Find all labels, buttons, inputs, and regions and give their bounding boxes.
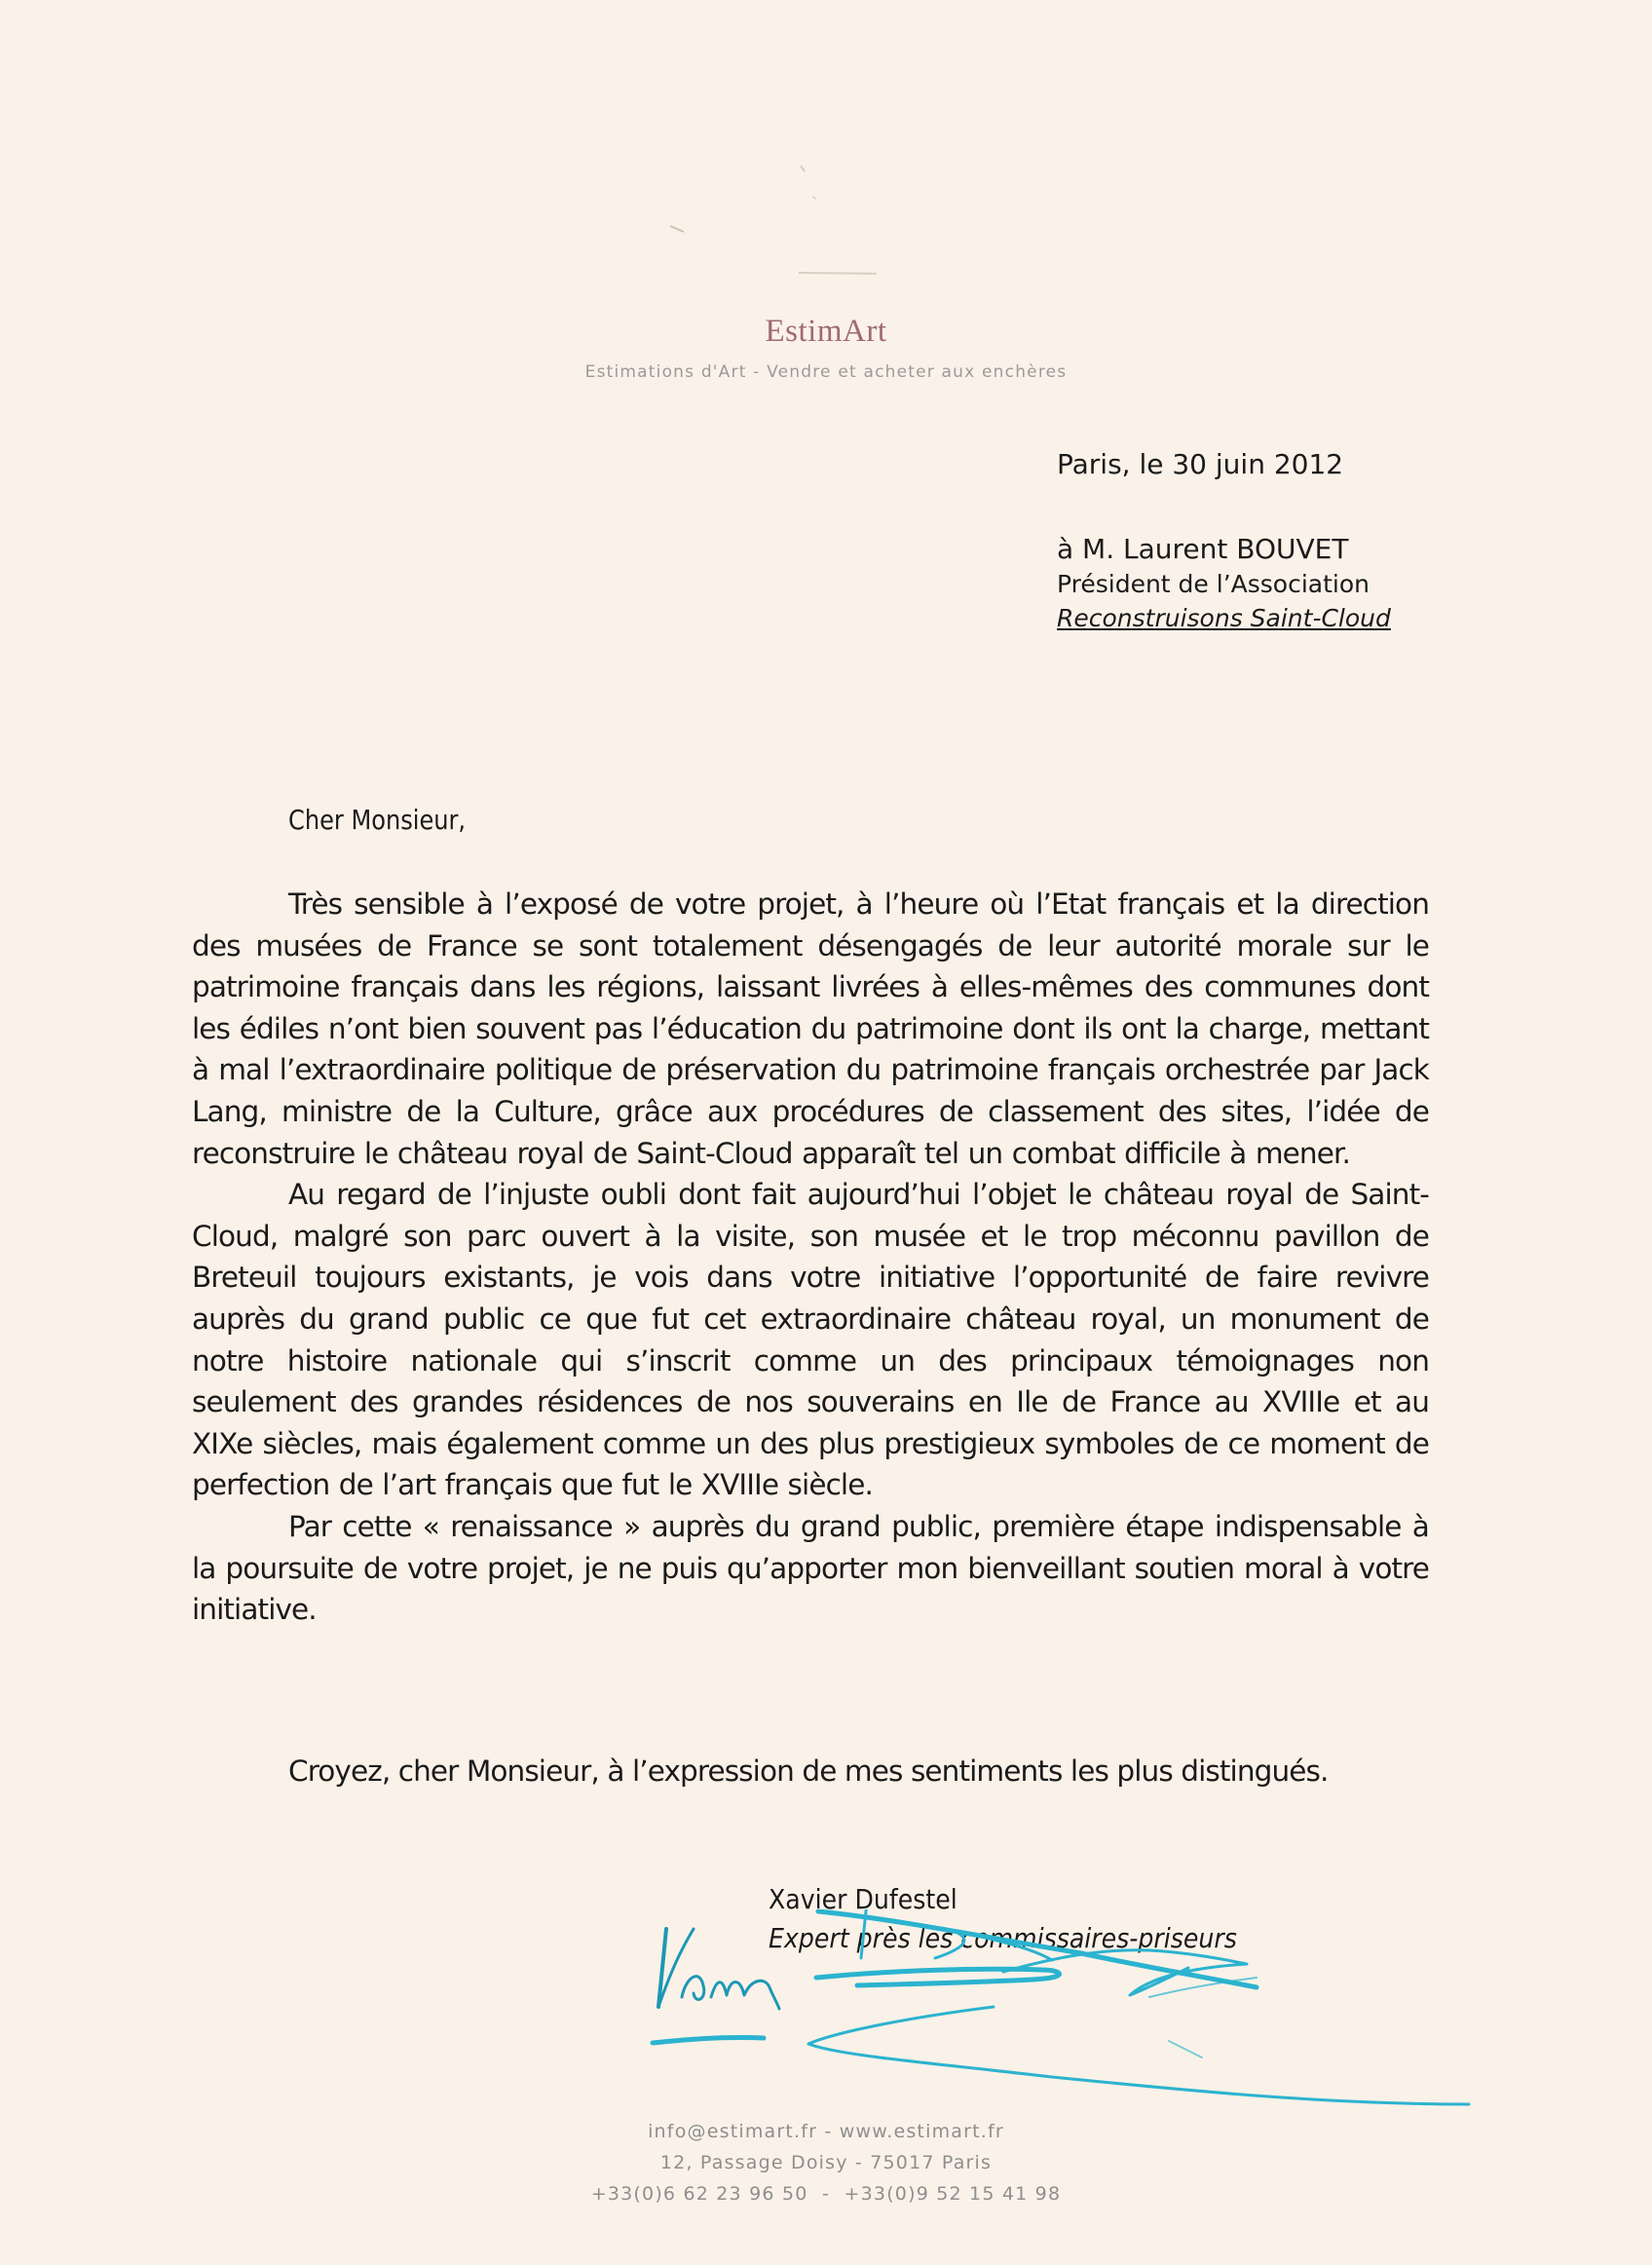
footer-contact-line xyxy=(0,2116,1652,2147)
signer-title: Expert près les commissaires-priseurs xyxy=(769,1922,1237,1954)
letterhead-brand: EstimArt xyxy=(765,314,887,349)
recipient-role: Président de l’Association xyxy=(1057,570,1370,598)
recipient-name: à M. Laurent BOUVET xyxy=(1057,533,1349,565)
emboss-mark-icon xyxy=(623,146,877,283)
recipient-block xyxy=(1057,532,1391,635)
date-line: Paris, le 30 juin 2012 xyxy=(1057,448,1344,480)
salutation: Cher Monsieur, xyxy=(288,804,467,836)
closing-formula xyxy=(192,1751,1429,1793)
paragraph: Par cette « renaissance » auprès du grand public, première étape indispensable à la poursuite de votre projet, je ne puis qu’apporter mon bienveillant soutien moral à votre initiative. xyxy=(192,1509,1429,1627)
closing-text: Croyez, cher Monsieur, à l’expression de mes sentiments les plus distingués. xyxy=(288,1755,1329,1788)
footer-separator: - xyxy=(817,2121,840,2142)
signer-block xyxy=(769,1880,1289,1958)
signer-name: Xavier Dufestel xyxy=(769,1883,957,1915)
letterhead-tagline: Estimations d'Art - Vendre et acheter aux enchères xyxy=(584,362,1068,382)
footer-address: 12, Passage Doisy - 75017 Paris xyxy=(659,2152,993,2173)
recipient-association: Reconstruisons Saint-Cloud xyxy=(1057,604,1391,632)
paragraph: Au regard de l’injuste oubli dont fait aujourd’hui l’objet le château royal de Saint-Cloud, malgré son parc ouvert à la visite, son musée et le trop méconnu pavillon de Breteuil toujours existants, je vois dans votre initiative l’opportunité de faire revivre auprès du grand public ce que fut cet extraordinaire château royal, un monument de notre histoire nationale qui s’inscrit comme un des principaux témoignages non seulement des grandes résidences de nos souverains en Ile de France au XVIIIe et au XIXe siècles, mais également comme un des plus prestigieux symboles de ce moment de perfection de l’art français que fut le XVIIIe siècle. xyxy=(192,1178,1429,1502)
footer-phones: +33(0)6 62 23 96 50 - +33(0)9 52 15 41 98 xyxy=(590,2183,1062,2205)
footer-website-link[interactable]: www.estimart.fr xyxy=(839,2121,1004,2142)
letter-footer xyxy=(0,2116,1652,2209)
paragraph: Très sensible à l’exposé de votre projet, à l’heure où l’Etat français et la direction des musées de France se sont totalement désengagés de leur autorité morale sur le patrimoine français dans les régions, laissant livrées à elles-mêmes des communes dont les édiles n’ont bien souvent pas l’éducation du patrimoine dont ils ont la charge, mettant à mal l’extraordinaire politique de préservation du patrimoine français orchestrée par Jack Lang, ministre de la Culture, grâce aux procédures de classement des sites, l’idée de reconstruire le château royal de Saint-Cloud apparaît tel un combat difficile à mener. xyxy=(192,887,1429,1170)
footer-email-link[interactable]: info@estimart.fr xyxy=(648,2121,818,2142)
letter-body xyxy=(192,884,1429,1631)
